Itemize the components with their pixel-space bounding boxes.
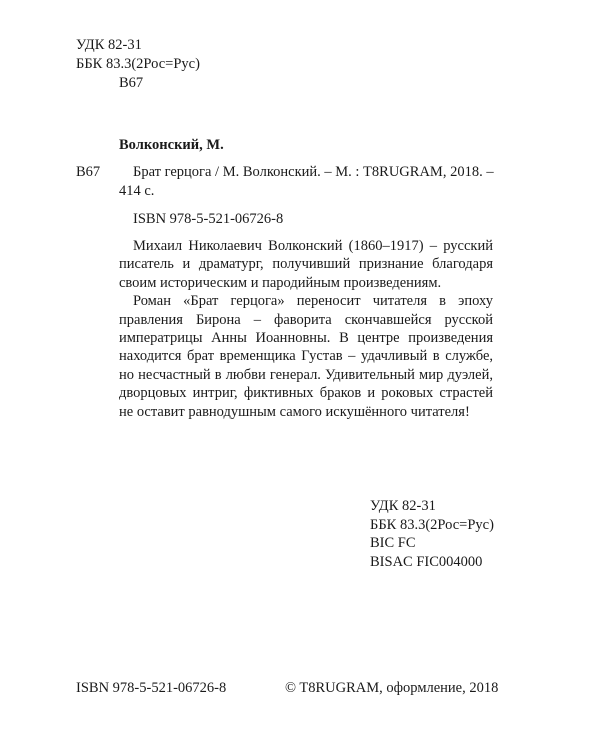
author-name: Волконский, М. bbox=[119, 137, 224, 153]
footer-isbn: ISBN 978-5-521-06726-8 bbox=[76, 680, 227, 696]
annotation-paragraph-1: Михаил Николаевич Волконский (1860–1917) – русский писатель и драматург, получивший признание благодаря своим историческим и пародийным произведениям. bbox=[119, 238, 493, 291]
classification-bic: BIC FC bbox=[370, 535, 416, 551]
classification-block bbox=[370, 497, 494, 571]
classification-udk: УДК 82-31 bbox=[370, 498, 436, 514]
title-line-1: Брат герцога / М. Волконский. – М. : T8RUGRAM, 2018. – bbox=[133, 164, 494, 180]
bbk-code: ББК 83.3(2Рос=Рус) bbox=[76, 56, 200, 72]
annotation bbox=[119, 237, 493, 421]
udk-code: УДК 82-31 bbox=[76, 37, 142, 53]
classification-bisac: BISAC FIC004000 bbox=[370, 553, 483, 570]
title-line-2: 414 с. bbox=[119, 183, 155, 199]
author-mark: В67 bbox=[119, 75, 144, 91]
entry-isbn: ISBN 978-5-521-06726-8 bbox=[133, 211, 284, 227]
annotation-paragraph-2: Роман «Брат герцога» переносит читателя в эпоху правления Бирона – фаворита скончавшейся русской императрицы Анны Иоанновны. В центре произведения находится брат временщика Густав – удачливый в службе, но несчастный в любви генерал. Удивительный мир дуэлей, дворцовых интриг, фиктивных браков и роковых страстей не оставит равнодушным самого искушённого читателя! bbox=[119, 293, 493, 420]
classification-bbk: ББК 83.3(2Рос=Рус) bbox=[370, 516, 494, 533]
footer-copyright: © T8RUGRAM, оформление, 2018 bbox=[285, 680, 499, 696]
author-mark-side: В67 bbox=[76, 164, 101, 180]
